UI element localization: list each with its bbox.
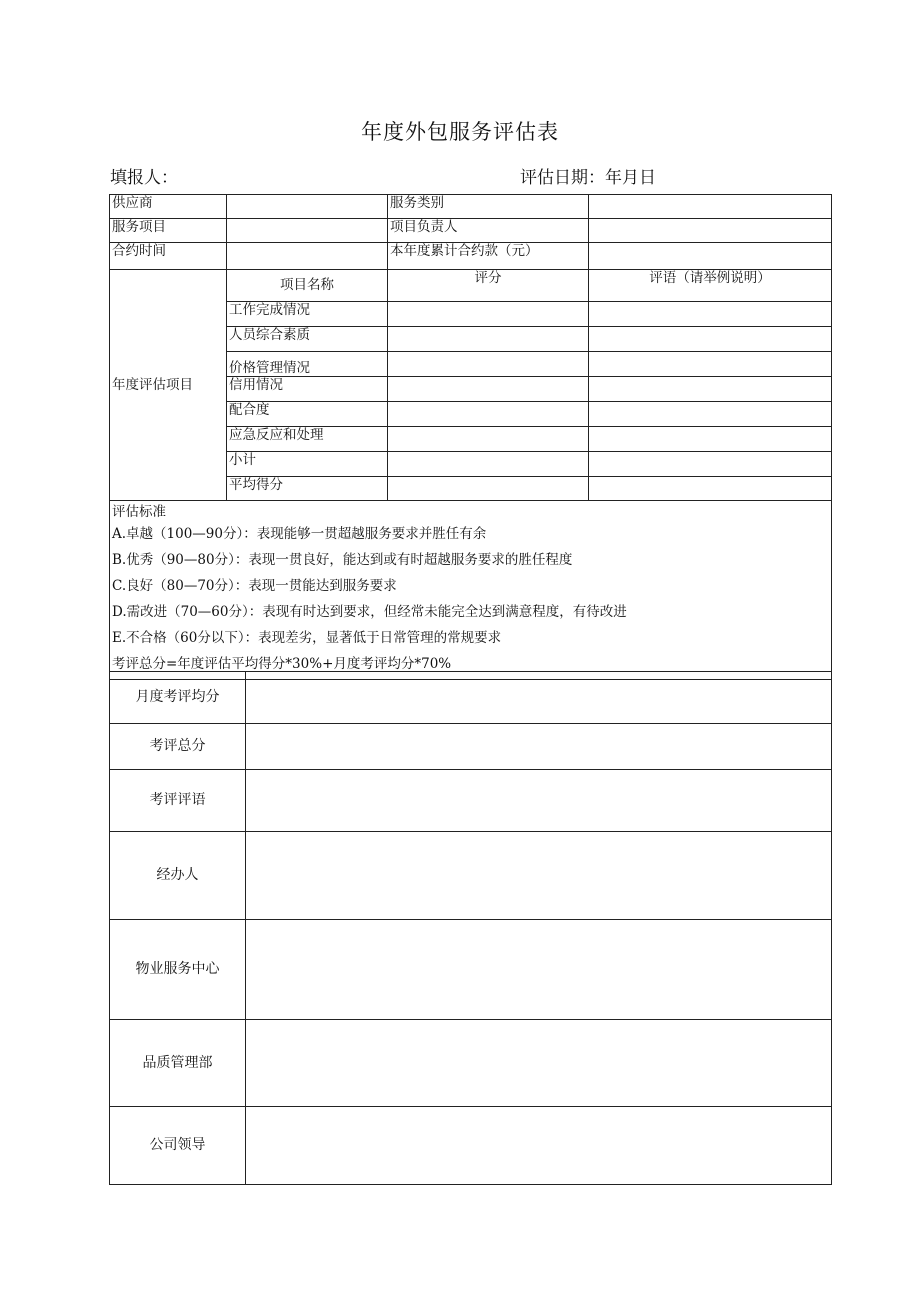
score-cell[interactable]	[388, 352, 589, 377]
table-row	[110, 243, 832, 270]
supplier-label: 供应商	[110, 195, 227, 219]
criteria-line: D.需改进（70—60分）：表现有时达到要求，但经常未能完全达到满意程度，有待改进	[112, 604, 627, 620]
evaluation-item-label: 应急反应和处理	[227, 427, 388, 452]
handler-label: 经办人	[110, 832, 246, 920]
company-leadership-label: 公司领导	[110, 1107, 246, 1185]
table-row	[110, 672, 832, 724]
comment-cell[interactable]	[589, 302, 832, 327]
evaluation-date-label: 评估日期：年月日	[520, 168, 656, 188]
handler-value[interactable]	[246, 832, 832, 920]
project-lead-label: 项目负责人	[388, 219, 589, 243]
criteria-line: E.不合格（60分以下）：表现差劣，显著低于日常管理的常规要求	[112, 630, 502, 646]
annual-evaluation-section-label: 年度评估项目	[110, 270, 227, 501]
service-type-value[interactable]	[589, 195, 832, 219]
evaluation-comment-label: 考评评语	[110, 770, 246, 832]
score-cell[interactable]	[388, 402, 589, 427]
score-cell[interactable]	[388, 427, 589, 452]
table-row	[110, 1020, 832, 1107]
table-row	[110, 219, 832, 243]
annual-contract-amount-label: 本年度累计合约款（元）	[388, 243, 589, 270]
evaluation-item-label: 小计	[227, 452, 388, 477]
score-cell[interactable]	[388, 327, 589, 352]
property-service-center-label: 物业服务中心	[110, 920, 246, 1020]
comment-cell[interactable]	[589, 477, 832, 501]
table-row	[110, 920, 832, 1020]
table-row	[110, 724, 832, 770]
comment-cell[interactable]	[589, 377, 832, 402]
evaluation-item-label: 工作完成情况	[227, 302, 388, 327]
criteria-line: 考评总分=年度评估平均得分*30%+月度考评均分*70%	[112, 656, 452, 672]
evaluation-criteria	[110, 501, 832, 680]
score-cell[interactable]	[388, 377, 589, 402]
comment-cell[interactable]	[589, 402, 832, 427]
evaluation-item-label: 平均得分	[227, 477, 388, 501]
score-cell[interactable]	[388, 302, 589, 327]
property-service-center-value[interactable]	[246, 920, 832, 1020]
supplier-value[interactable]	[227, 195, 388, 219]
page-title: 年度外包服务评估表	[361, 120, 559, 144]
criteria-line: B.优秀（90—80分）：表现一贯良好，能达到或有时超越服务要求的胜任程度	[112, 552, 573, 568]
total-score-value[interactable]	[246, 724, 832, 770]
evaluation-form-table	[109, 194, 832, 680]
project-lead-value[interactable]	[589, 219, 832, 243]
criteria-title: 评估标准	[112, 504, 166, 520]
contract-time-value[interactable]	[227, 243, 388, 270]
annual-contract-amount-value[interactable]	[589, 243, 832, 270]
table-row	[110, 270, 832, 302]
contract-time-label: 合约时间	[110, 243, 227, 270]
reporter-label: 填报人：	[110, 168, 178, 188]
table-row	[110, 195, 832, 219]
table-row	[110, 501, 832, 680]
table-row	[110, 832, 832, 920]
criteria-line: A.卓越（100—90分）：表现能够一贯超越服务要求并胜任有余	[112, 526, 487, 542]
score-cell[interactable]	[388, 477, 589, 501]
comment-cell[interactable]	[589, 327, 832, 352]
evaluation-item-label: 价格管理情况	[227, 352, 388, 377]
comment-header: 评语（请举例说明）	[589, 270, 832, 302]
service-project-label: 服务项目	[110, 219, 227, 243]
service-type-label: 服务类别	[388, 195, 589, 219]
company-leadership-value[interactable]	[246, 1107, 832, 1185]
score-header: 评分	[388, 270, 589, 302]
comment-cell[interactable]	[589, 352, 832, 377]
quality-management-dept-value[interactable]	[246, 1020, 832, 1107]
evaluation-item-label: 人员综合素质	[227, 327, 388, 352]
service-project-value[interactable]	[227, 219, 388, 243]
table-row	[110, 1107, 832, 1185]
monthly-average-score-value[interactable]	[246, 672, 832, 724]
item-name-header: 项目名称	[227, 270, 388, 302]
score-cell[interactable]	[388, 452, 589, 477]
table-row	[110, 770, 832, 832]
evaluation-comment-value[interactable]	[246, 770, 832, 832]
summary-signoff-table	[109, 671, 832, 1185]
comment-cell[interactable]	[589, 452, 832, 477]
quality-management-dept-label: 品质管理部	[110, 1020, 246, 1107]
evaluation-item-label: 配合度	[227, 402, 388, 427]
total-score-label: 考评总分	[110, 724, 246, 770]
evaluation-item-label: 信用情况	[227, 377, 388, 402]
monthly-average-score-label: 月度考评均分	[110, 672, 246, 724]
comment-cell[interactable]	[589, 427, 832, 452]
criteria-line: C.良好（80—70分）：表现一贯能达到服务要求	[112, 578, 397, 594]
